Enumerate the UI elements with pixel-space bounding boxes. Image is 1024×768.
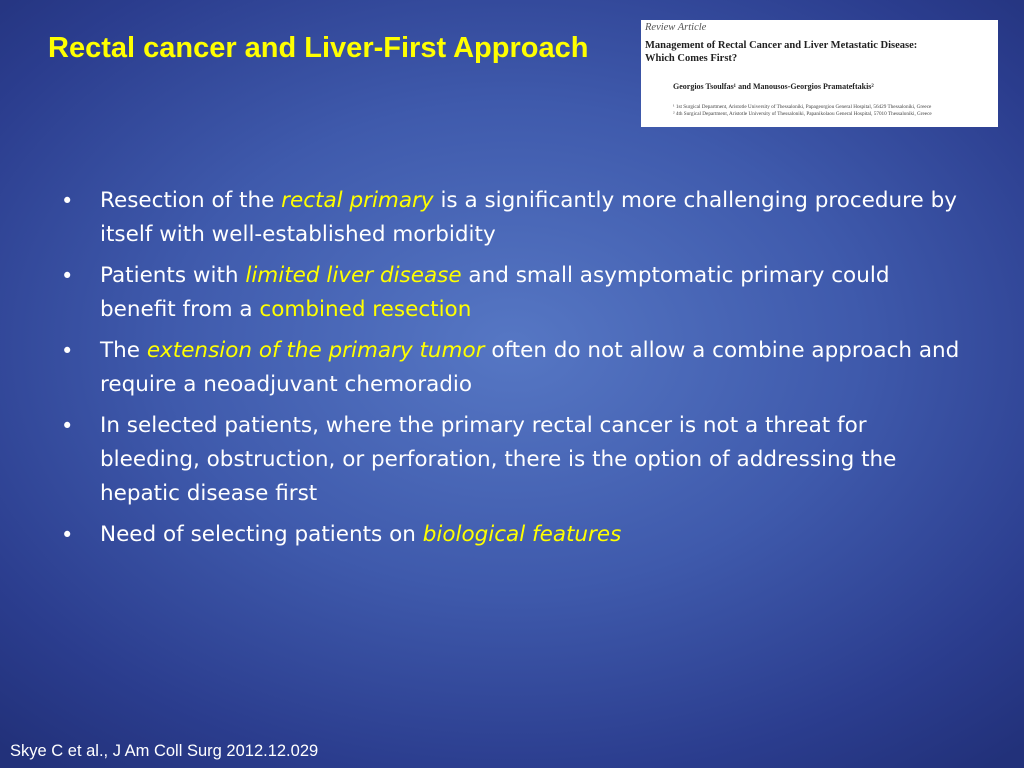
paper-affiliation-1: ¹ 1st Surgical Department, Aristotle University of Thessaloniki, Papageorgiou General Hospital, 56429 Thessaloniki, Greece <box>673 104 932 110</box>
paper-affiliations <box>645 104 994 118</box>
bullet-text: In selected patients, where the primary rectal cancer is not a threat for bleeding, obstruction, or perforation, there is the option of addressing the hepatic disease first <box>100 413 897 506</box>
bullet-marker: • <box>61 264 74 288</box>
bullet-item-4 <box>58 409 963 511</box>
bullet-text: The <box>100 338 147 363</box>
bullet-marker: • <box>61 414 74 438</box>
bullet-highlight: limited liver disease <box>245 263 462 288</box>
bullet-text: Resection of the <box>100 188 282 213</box>
bullet-marker: • <box>61 523 74 547</box>
bullet-marker: • <box>61 339 74 363</box>
bullet-highlight: rectal primary <box>281 188 434 213</box>
bullet-marker: • <box>61 189 74 213</box>
bullet-highlight: extension of the primary tumor <box>146 338 485 363</box>
paper-affiliation-2: ² 4th Surgical Department, Aristotle University of Thessaloniki, Papanikolaou General Hospital, 57010 Thessaloniki, Greece <box>673 111 932 117</box>
bullet-text: often do not allow a combine approach and require a neoadjuvant chemoradio <box>100 338 960 397</box>
slide-title: Rectal cancer and Liver-First Approach <box>48 32 589 64</box>
bullet-item-3 <box>58 334 963 402</box>
bullet-text: is a significantly more challenging procedure by itself with well-established morbidity <box>100 188 957 247</box>
bullet-list <box>58 184 963 559</box>
bullet-text: Need of selecting patients on <box>100 522 423 547</box>
citation-footer: Skye C et al., J Am Coll Surg 2012.12.029 <box>10 742 319 760</box>
paper-title-line-1: Management of Rectal Cancer and Liver Metastatic Disease: <box>645 40 918 51</box>
bullet-highlight: biological features <box>422 522 622 547</box>
paper-title-line-2: Which Comes First? <box>645 53 738 64</box>
bullet-item-1 <box>58 184 963 252</box>
bullet-text: and small asymptomatic primary could benefit from a <box>100 263 890 322</box>
paper-authors: Georgios Tsoulfas¹ and Manousos-Georgios Pramateftakis² <box>673 82 874 91</box>
paper-article-type: Review Article <box>645 22 707 33</box>
bullet-item-2 <box>58 259 963 327</box>
paper-excerpt-image <box>641 20 998 127</box>
paper-title <box>645 39 994 65</box>
bullet-item-5 <box>58 518 963 552</box>
bullet-text: Patients with <box>100 263 246 288</box>
bullet-highlight: combined resection <box>259 297 472 322</box>
